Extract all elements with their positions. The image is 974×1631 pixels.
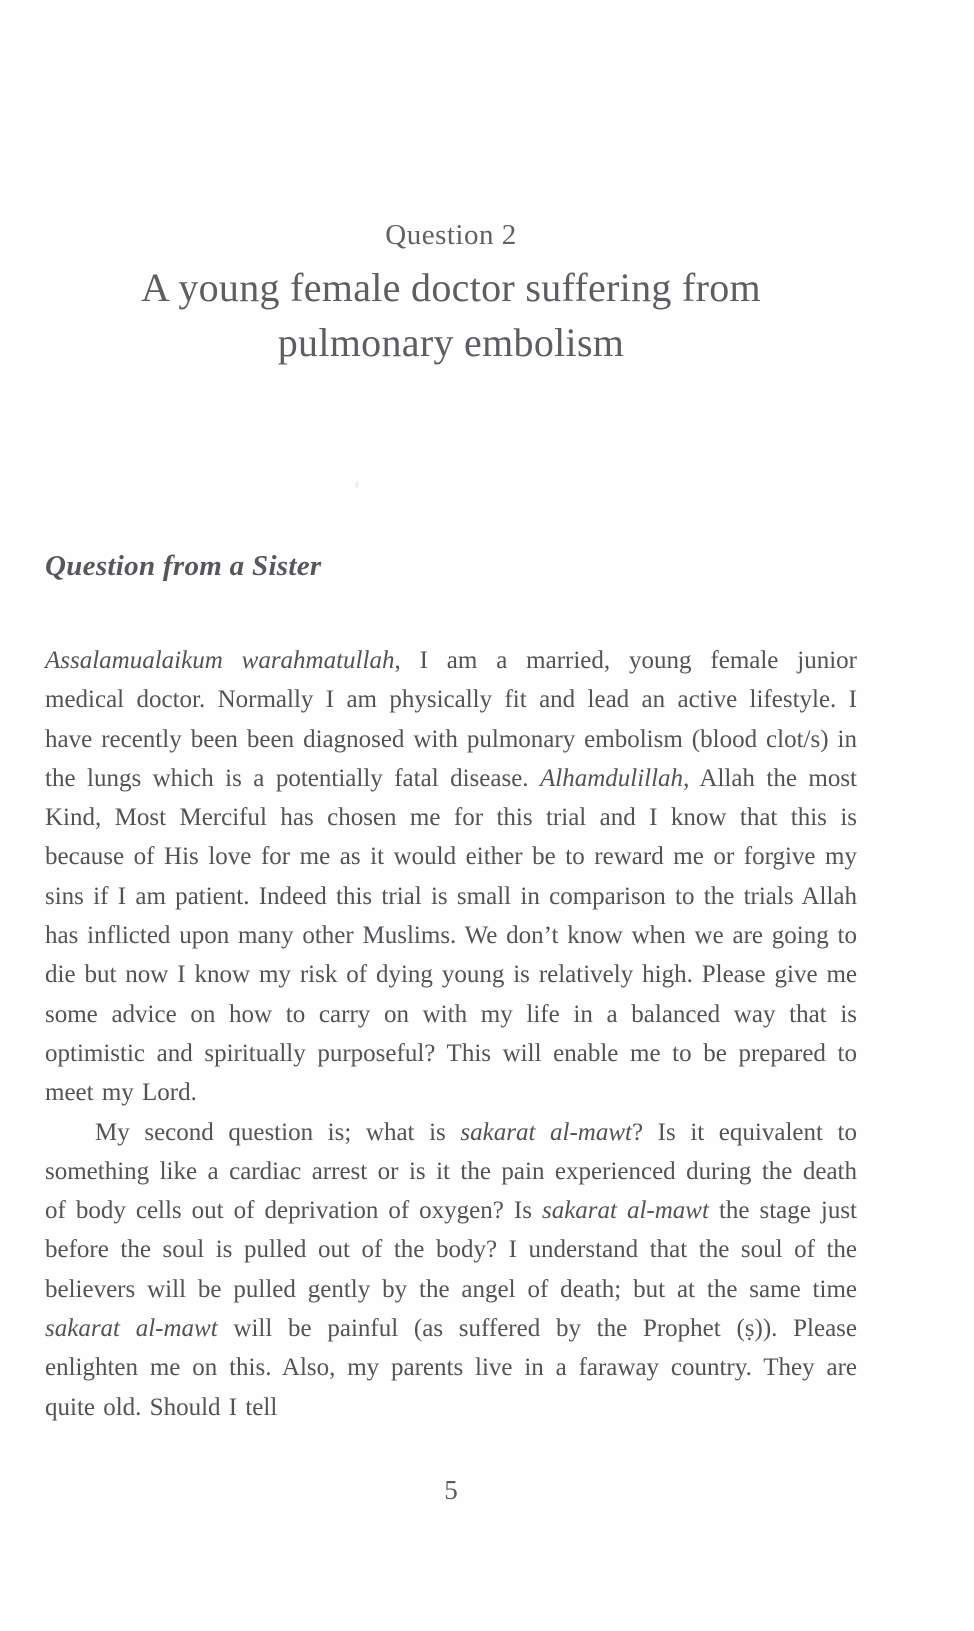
text-column xyxy=(45,218,857,1506)
italic-text-segment: sakarat al-mawt xyxy=(541,1197,709,1225)
italic-text-segment: Alhamdulillah xyxy=(540,764,684,792)
page-number: 5 xyxy=(444,1474,458,1505)
chapter-title-line-2: pulmonary embolism xyxy=(277,320,625,365)
text-segment: ? Is it equivalent to something like a cardiac arrest or is it the pain experienced during the death of body cells out of deprivation of oxygen? Is xyxy=(45,1118,857,1225)
text-segment: , Allah the most Kind, Most Merciful has chosen me for this trial and I know that this is because of His love for me as it would either be to reward me or forgive my sins if I am patient. Indeed this trial is small in comparison to the trials Allah has inflicted upon many other Muslims. We don’t know when we are going to die but now I know my risk of dying young is relatively high. Please give me some advice on how to carry on with my life in a balanced way that is optimistic and spiritually purposeful? This will enable me to be prepared to meet my Lord. xyxy=(45,764,858,1107)
italic-text-segment: sakarat al-mawt xyxy=(460,1118,632,1146)
paragraph xyxy=(45,641,857,1113)
scan-speck xyxy=(355,481,359,488)
text-segment: will be painful (as suffered by the Prophet (ṣ)). Please enlighten me on this. Also, my parents live in a faraway country. They are quite old. Should I tell xyxy=(45,1315,858,1421)
italic-text-segment: Assalamualaikum warahmatullah xyxy=(45,647,395,674)
chapter-title-line-1: A young female doctor suffering from xyxy=(141,265,761,310)
body-text xyxy=(45,641,857,1427)
text-segment: My second question is; what is xyxy=(95,1118,461,1146)
chapter-title xyxy=(45,260,857,370)
section-heading: Question from a Sister xyxy=(45,550,322,582)
paragraph xyxy=(45,1113,857,1427)
text-segment: the stage just before the soul is pulled out of the body? I understand that the soul of the believers will be pulled gently by the angel of death; but at the same time xyxy=(45,1197,858,1303)
question-number-heading: Question 2 xyxy=(385,219,517,251)
text-segment: , I am a married, young female junior medical doctor. Normally I am physically fit and lead an active lifestyle. I have recently been been diagnosed with pulmonary embolism (blood clot/s) in the lungs which is a potentially fatal disease. xyxy=(45,647,857,792)
italic-text-segment: sakarat al-mawt xyxy=(45,1315,218,1343)
